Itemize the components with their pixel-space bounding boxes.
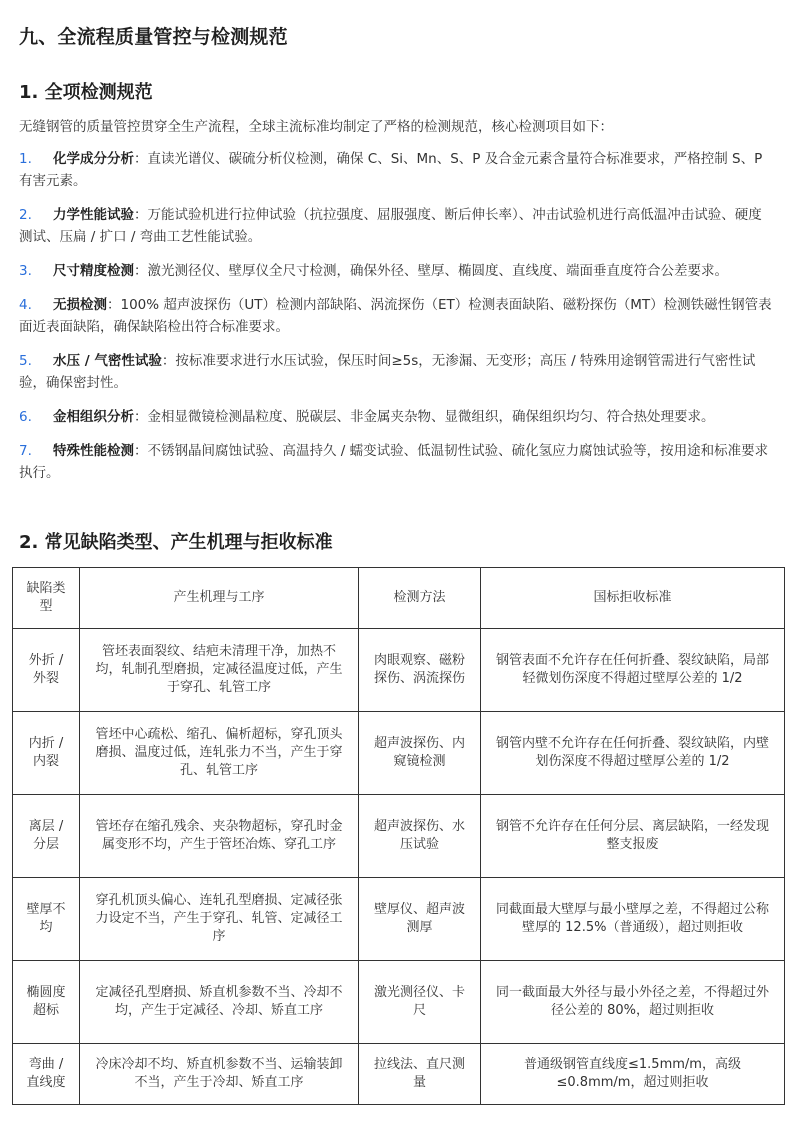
list-item [19,406,775,428]
list-term: 化学成分分析 [53,151,134,167]
cell-mechanism: 管坯存在缩孔残余、夹杂物超标，穿孔时金属变形不均，产生于管坯冶炼、穿孔工序 [80,795,359,878]
cell-standard: 钢管不允许存在任何分层、离层缺陷，一经发现整支报废 [481,795,785,878]
subsection-title-inspection: 1. 全项检测规范 [19,82,153,103]
cell-mechanism: 冷床冷却不均、矫直机参数不当、运输装卸不当，产生于冷却、矫直工序 [80,1044,359,1105]
cell-method: 壁厚仪、超声波测厚 [359,878,481,961]
cell-mechanism: 穿孔机顶头偏心、连轧孔型磨损、定减径张力设定不当，产生于穿孔、轧管、定减径工序 [80,878,359,961]
list-item [19,440,775,484]
cell-standard: 钢管内壁不允许存在任何折叠、裂纹缺陷，内壁划伤深度不得超过壁厚公差的 1/2 [481,712,785,795]
header-defect-type: 缺陷类型 [13,568,80,629]
list-number: 5. [19,353,32,369]
cell-method: 超声波探伤、内窥镜检测 [359,712,481,795]
cell-standard: 普通级钢管直线度≤1.5mm/m，高级≤0.8mm/m，超过则拒收 [481,1044,785,1105]
section-title: 九、全流程质量管控与检测规范 [19,26,288,48]
table-row [13,1044,785,1105]
table-header-row [13,568,785,629]
list-number: 6. [19,409,32,425]
intro-paragraph: 无缝钢管的质量管控贯穿全生产流程，全球主流标准均制定了严格的检测规范，核心检测项目如下： [19,119,613,135]
cell-defect-type: 外折 / 外裂 [13,629,80,712]
subsection-title-defects: 2. 常见缺陷类型、产生机理与拒收标准 [19,532,333,553]
header-method: 检测方法 [359,568,481,629]
header-standard: 国标拒收标准 [481,568,785,629]
list-term: 金相组织分析 [53,409,134,425]
list-desc: ：激光测径仪、壁厚仪全尺寸检测，确保外径、壁厚、椭圆度、直线度、端面垂直度符合公差要求。 [134,263,728,279]
list-term: 尺寸精度检测 [53,263,134,279]
list-item [19,204,775,248]
cell-standard: 钢管表面不允许存在任何折叠、裂纹缺陷，局部轻微划伤深度不得超过壁厚公差的 1/2 [481,629,785,712]
list-number: 2. [19,207,32,223]
list-term: 力学性能试验 [53,207,134,223]
table-row [13,629,785,712]
cell-method: 超声波探伤、水压试验 [359,795,481,878]
list-item [19,350,775,394]
list-number: 3. [19,263,32,279]
cell-defect-type: 内折 / 内裂 [13,712,80,795]
cell-method: 激光测径仪、卡尺 [359,961,481,1044]
list-item [19,260,775,282]
list-desc: ：直读光谱仪、碳硫分析仪检测，确保 C、Si、Mn、S、P 及合金元素含量符合标准要求，严格控制 S、P 有害元素。 [19,151,763,189]
table-row [13,795,785,878]
cell-defect-type: 弯曲 / 直线度 [13,1044,80,1105]
list-item [19,148,775,192]
list-item [19,294,775,338]
list-number: 4. [19,297,32,313]
list-desc: ：按标准要求进行水压试验，保压时间≥5s，无渗漏、无变形；高压 / 特殊用途钢管需进行气密性试验，确保密封性。 [19,353,756,391]
cell-mechanism: 管坯中心疏松、缩孔、偏析超标，穿孔顶头磨损、温度过低，连轧张力不当，产生于穿孔、轧管工序 [80,712,359,795]
defect-table [12,567,785,1105]
cell-mechanism: 管坯表面裂纹、结疤未清理干净，加热不均，轧制孔型磨损，定减径温度过低，产生于穿孔、轧管工序 [80,629,359,712]
cell-method: 肉眼观察、磁粉探伤、涡流探伤 [359,629,481,712]
table-row [13,878,785,961]
list-term: 特殊性能检测 [53,443,134,459]
list-term: 无损检测 [53,297,107,313]
table-row [13,712,785,795]
list-desc: ：不锈钢晶间腐蚀试验、高温持久 / 蠕变试验、低温韧性试验、硫化氢应力腐蚀试验等，按用途和标准要求执行。 [19,443,769,481]
cell-defect-type: 离层 / 分层 [13,795,80,878]
list-desc: ：100% 超声波探伤（UT）检测内部缺陷、涡流探伤（ET）检测表面缺陷、磁粉探伤（MT）检测铁磁性钢管表面近表面缺陷，确保缺陷检出符合标准要求。 [19,297,772,335]
cell-mechanism: 定减径孔型磨损、矫直机参数不当、冷却不均，产生于定减径、冷却、矫直工序 [80,961,359,1044]
list-term: 水压 / 气密性试验 [53,353,162,369]
list-desc: ：金相显微镜检测晶粒度、脱碳层、非金属夹杂物、显微组织，确保组织均匀、符合热处理要求。 [134,409,715,425]
cell-standard: 同截面最大壁厚与最小壁厚之差，不得超过公称壁厚的 12.5%（普通级），超过则拒收 [481,878,785,961]
cell-standard: 同一截面最大外径与最小外径之差，不得超过外径公差的 80%，超过则拒收 [481,961,785,1044]
cell-defect-type: 椭圆度超标 [13,961,80,1044]
table-row [13,961,785,1044]
inspection-list [19,148,775,496]
cell-defect-type: 壁厚不均 [13,878,80,961]
list-number: 7. [19,443,32,459]
cell-method: 拉线法、直尺测量 [359,1044,481,1105]
header-mechanism: 产生机理与工序 [80,568,359,629]
list-desc: ：万能试验机进行拉伸试验（抗拉强度、屈服强度、断后伸长率）、冲击试验机进行高低温冲击试验、硬度测试、压扁 / 扩口 / 弯曲工艺性能试验。 [19,207,762,245]
list-number: 1. [19,151,32,167]
